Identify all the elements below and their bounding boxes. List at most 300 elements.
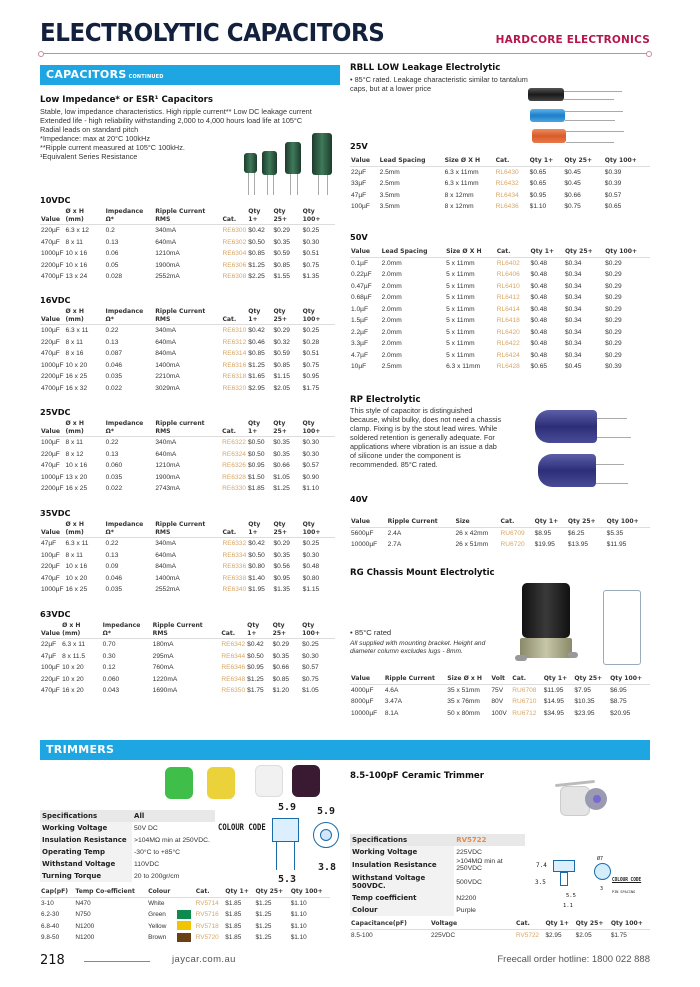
cell-cat[interactable]: RE6310 bbox=[222, 327, 247, 334]
table-row bbox=[40, 360, 335, 372]
cell-qty100: $5.35 bbox=[606, 529, 624, 537]
cell-size: 16 x 25 bbox=[65, 485, 88, 492]
table-row bbox=[40, 325, 335, 337]
col-voltage: Voltage bbox=[430, 920, 515, 929]
spec-key: Operating Temp bbox=[40, 846, 132, 858]
cell-qty100: $0.30 bbox=[302, 439, 320, 446]
cell-lead-spacing: 2.0mm bbox=[381, 271, 402, 278]
cell-cat[interactable]: RE6344 bbox=[221, 652, 246, 660]
col-impedance: Impedance Ω* bbox=[105, 521, 155, 538]
cell-ripple: 340mA bbox=[155, 327, 177, 334]
col-qty1: Qty 1+ bbox=[534, 518, 567, 527]
cell-value: 2200µF bbox=[41, 485, 64, 492]
cell-size: 13 x 24 bbox=[65, 273, 88, 280]
col-qty100: Qty 100+ bbox=[604, 248, 650, 257]
table-row bbox=[350, 527, 650, 539]
cell-volt: 80V bbox=[491, 698, 504, 705]
cell-qty25: $0.35 bbox=[273, 551, 290, 559]
cell-colour: Green bbox=[148, 911, 166, 918]
cell-impedance: 0.22 bbox=[105, 439, 119, 446]
colour-code-label: COLOUR CODE bbox=[218, 823, 266, 833]
cell-qty100: $0.29 bbox=[605, 328, 622, 336]
cell-qty1: $19.95 bbox=[534, 541, 555, 548]
table-rp-40v bbox=[350, 518, 650, 551]
dim-bottom-label: 5.3 bbox=[278, 874, 297, 885]
table-row bbox=[40, 932, 330, 944]
table-row bbox=[40, 248, 335, 260]
cell-cat[interactable]: RV5714 bbox=[195, 899, 219, 907]
cell-size: 10 x 16 bbox=[65, 462, 88, 469]
cell-cat[interactable]: RE6324 bbox=[222, 450, 246, 458]
cell-size: 10 x 16 bbox=[65, 563, 88, 570]
cell-qty25: $0.59 bbox=[273, 250, 290, 257]
col-cat: Cat. bbox=[221, 308, 247, 325]
cell-qty100: $20.95 bbox=[610, 709, 631, 717]
cell-value: 47µF bbox=[351, 191, 367, 199]
trimmer-table-block bbox=[40, 888, 330, 944]
cell-value: 0.1µF bbox=[351, 259, 368, 267]
col-qty1: Qty 1+ bbox=[530, 248, 564, 257]
col-ripple: Ripple Current RMS bbox=[154, 208, 221, 225]
table-header-row bbox=[350, 675, 650, 684]
cell-qty25: $0.29 bbox=[272, 641, 290, 648]
cell-size: 5 x 11mm bbox=[446, 305, 475, 313]
cell-cat[interactable]: RE6322 bbox=[222, 439, 246, 446]
col-qty25: Qty 25+ bbox=[573, 675, 609, 684]
col-cat: Cat. bbox=[500, 518, 534, 527]
rbll-title: RBLL LOW Leakage Electrolytic bbox=[350, 63, 501, 73]
cell-lead-spacing: 2.0mm bbox=[381, 328, 402, 336]
section-bar-title: CAPACITORS bbox=[46, 68, 127, 81]
cell-ripple: 640mA bbox=[155, 238, 177, 246]
cell-ripple: 1400mA bbox=[155, 361, 180, 369]
cell-qty100: $0.65 bbox=[604, 203, 622, 210]
cell-qty25: $0.85 bbox=[273, 261, 290, 269]
cell-value: 100µF bbox=[41, 439, 60, 446]
cell-value: 100µF bbox=[41, 327, 60, 334]
table-25vdc bbox=[40, 420, 335, 495]
col-size: Ø x H (mm) bbox=[65, 420, 105, 437]
col-cat: Cat. bbox=[195, 888, 225, 897]
cell-qty100: $0.25 bbox=[302, 327, 320, 334]
col-qty100: Qty 100+ bbox=[604, 157, 650, 166]
col-qty1: Qty 1+ bbox=[247, 208, 272, 225]
cell-qty25: $0.45 bbox=[564, 168, 581, 176]
section-bar-trimmers bbox=[40, 740, 650, 760]
table-header-row bbox=[350, 157, 650, 166]
table-header-row bbox=[40, 308, 335, 325]
cell-qty100: $1.75 bbox=[302, 384, 320, 392]
cell-qty1: $0.48 bbox=[530, 317, 548, 324]
cell-size: 8 x 16 bbox=[65, 350, 84, 357]
cell-qty1: $1.65 bbox=[248, 373, 265, 380]
cell-cat[interactable]: RV5720 bbox=[195, 934, 219, 941]
spec-value: 500VDC bbox=[456, 878, 482, 886]
cell-qty1: $8.95 bbox=[534, 529, 552, 537]
cell-qty1: $1.25 bbox=[248, 261, 265, 269]
cell-qty100: $0.39 bbox=[604, 168, 622, 176]
cell-cat[interactable]: RE6302 bbox=[222, 238, 247, 246]
dim-h2-label: 3.5 bbox=[535, 879, 546, 886]
col-qty25: Qty 25+ bbox=[272, 420, 301, 437]
page-title: ELECTROLYTIC CAPACITORS bbox=[40, 18, 385, 47]
cell-cat[interactable]: RL6412 bbox=[496, 294, 520, 301]
spec-key: Withstand Voltage 500VDC. bbox=[350, 872, 454, 892]
spec-value: N2200 bbox=[456, 894, 477, 902]
cell-qty25: $0.29 bbox=[273, 227, 290, 234]
cell-lead-spacing: 2.0mm bbox=[381, 317, 402, 324]
cell-cat[interactable]: RV5716 bbox=[195, 911, 219, 918]
cell-cat[interactable]: RE6338 bbox=[222, 574, 247, 582]
spec-key: Temp coefficient bbox=[350, 892, 454, 904]
cell-size: 35 x 76mm bbox=[447, 698, 480, 705]
col-size: Ø x H (mm) bbox=[65, 208, 105, 225]
cell-cat[interactable]: RE6340 bbox=[222, 586, 247, 593]
col-temp-coefficient: Temp Co-efficient bbox=[74, 888, 147, 897]
cell-ripple: 180mA bbox=[152, 641, 174, 648]
section-bar-capacitors bbox=[40, 65, 340, 85]
cell-value: 2200µF bbox=[41, 373, 64, 380]
cell-impedance: 0.2 bbox=[105, 227, 115, 234]
col-qty100: Qty 100+ bbox=[302, 208, 335, 225]
table-row bbox=[40, 584, 335, 596]
cell-cat[interactable]: RE6314 bbox=[222, 350, 247, 357]
spec-value: 20 to 200gr/cm bbox=[134, 872, 180, 880]
cell-capacitance: 8.5-100 bbox=[351, 931, 373, 939]
cell-cat[interactable]: RE6336 bbox=[222, 563, 247, 570]
cell-ripple: 340mA bbox=[155, 439, 177, 446]
col-qty25: Qty 25+ bbox=[272, 622, 302, 639]
cell-value: 220µF bbox=[41, 563, 60, 570]
spec-row bbox=[40, 822, 215, 834]
cell-impedance: 0.060 bbox=[102, 675, 120, 683]
cell-cat[interactable]: RE6350 bbox=[221, 687, 246, 694]
cell-qty1: $0.50 bbox=[248, 238, 265, 246]
cell-impedance: 0.035 bbox=[105, 373, 123, 380]
cell-qty25: $1.25 bbox=[273, 485, 290, 492]
hotline-text: Freecall order hotline: 1800 022 888 bbox=[497, 954, 650, 965]
col-value: Value bbox=[350, 675, 384, 684]
trimmer-table bbox=[40, 888, 330, 944]
cell-ripple: 8.1A bbox=[384, 709, 399, 717]
spec-key: Turning Torque bbox=[40, 870, 132, 882]
cell-cat[interactable]: RU6708 bbox=[512, 686, 537, 694]
cell-size: 5 x 11mm bbox=[446, 294, 475, 301]
ceramic-trimmer-intro bbox=[350, 771, 484, 781]
cell-qty25: $0.66 bbox=[273, 462, 290, 469]
cell-cat[interactable]: RL6436 bbox=[495, 203, 519, 210]
cell-impedance: 0.09 bbox=[105, 563, 119, 570]
cell-cat[interactable]: RL6428 bbox=[496, 363, 520, 370]
cell-qty100: $0.48 bbox=[302, 563, 320, 570]
cell-ripple: 640mA bbox=[155, 551, 177, 559]
cell-cat[interactable]: RE6328 bbox=[222, 473, 246, 481]
cell-qty100: $0.29 bbox=[605, 282, 622, 290]
cell-cat[interactable]: RL6410 bbox=[496, 282, 520, 290]
table-row bbox=[40, 437, 335, 449]
cell-value: 470µF bbox=[41, 574, 60, 582]
cell-cat[interactable]: RE6342 bbox=[221, 641, 246, 648]
cell-qty1: $1.95 bbox=[248, 586, 265, 593]
cell-size: 6.3 x 12 bbox=[65, 227, 89, 234]
spec-row bbox=[40, 858, 215, 870]
cell-impedance: 0.22 bbox=[105, 327, 119, 334]
cell-qty1: $2.95 bbox=[545, 931, 562, 939]
table-row bbox=[40, 685, 335, 697]
table-row bbox=[350, 292, 650, 304]
cell-size: 8 x 11 bbox=[65, 238, 83, 246]
cell-value: 0.68µF bbox=[351, 294, 372, 301]
trimmer-specs-block bbox=[40, 810, 215, 882]
cell-value: 220µF bbox=[41, 675, 60, 683]
spec-row bbox=[350, 846, 525, 858]
cell-value: 220µF bbox=[41, 227, 60, 234]
col-cat: Cat. bbox=[220, 622, 246, 639]
table-header-row bbox=[40, 420, 335, 437]
col-qty100: Qty 100+ bbox=[610, 920, 650, 929]
cell-qty25: $0.34 bbox=[564, 294, 582, 301]
spec-row bbox=[40, 810, 215, 822]
cell-value: 4700µF bbox=[41, 273, 64, 280]
cell-qty100: $0.51 bbox=[302, 250, 320, 257]
cell-qty1: $1.25 bbox=[248, 361, 265, 369]
cell-size: 26 x 42mm bbox=[455, 529, 489, 537]
spec-key: Specifications bbox=[40, 810, 132, 822]
ceramic-table-block bbox=[350, 920, 650, 941]
table-row bbox=[40, 225, 335, 237]
cell-size: 8 x 11 bbox=[65, 551, 83, 559]
dim-side-label: 5.9 bbox=[317, 806, 336, 817]
cell-value: 4700µF bbox=[41, 384, 64, 392]
table-10vdc-block bbox=[40, 195, 335, 283]
cell-cat[interactable]: RV5722 bbox=[516, 931, 539, 939]
cell-cat[interactable]: RU6712 bbox=[512, 709, 537, 717]
cell-size: 16 x 20 bbox=[62, 687, 84, 694]
rg-note: All supplied with mounting bracket. Height and diameter column excludes lugs - 8mm. bbox=[350, 640, 486, 655]
table-header-row bbox=[40, 208, 335, 225]
cell-qty100: $0.29 bbox=[605, 351, 622, 359]
cell-ripple: 640mA bbox=[155, 338, 177, 346]
cell-cat[interactable]: RL6424 bbox=[496, 351, 520, 359]
cell-qty1: $1.25 bbox=[247, 675, 264, 683]
cell-ripple: 840mA bbox=[155, 350, 177, 357]
voltage-heading: 10VDC bbox=[40, 195, 71, 205]
cell-qty1: $0.42 bbox=[248, 327, 265, 334]
cell-cat[interactable]: RU6709 bbox=[500, 529, 525, 537]
cell-qty100: $0.80 bbox=[302, 574, 320, 582]
table-row bbox=[40, 460, 335, 472]
rp-40v-block bbox=[350, 494, 650, 551]
cell-qty25: $13.95 bbox=[567, 541, 589, 548]
table-row bbox=[350, 696, 650, 708]
cell-cat[interactable]: RL6420 bbox=[496, 328, 520, 336]
website-link[interactable]: jaycar.com.au bbox=[172, 954, 236, 965]
cell-lead-spacing: 2.0mm bbox=[381, 259, 402, 267]
cell-impedance: 0.022 bbox=[105, 384, 123, 392]
cell-impedance: 0.035 bbox=[105, 473, 123, 481]
cell-cat[interactable]: RE6326 bbox=[222, 462, 246, 469]
cell-qty25: $0.35 bbox=[273, 439, 290, 446]
cell-cat[interactable]: RU6720 bbox=[500, 541, 525, 548]
cell-qty100: $0.75 bbox=[302, 675, 319, 683]
cell-qty1: $0.48 bbox=[530, 305, 548, 313]
spec-key: Colour bbox=[350, 904, 454, 916]
rp-desc: This style of capacitor is distinguished because, whilst bulky, does not need a chassis clamp. Fixing is by the stout lead wires. While soldered retention is generally adequate. For applications where vibration is an issue a dab of silicone under the component is recommended. 85°C rated. bbox=[350, 406, 502, 469]
cell-lead-spacing: 2.0mm bbox=[381, 305, 402, 313]
cell-lead-spacing: 2.5mm bbox=[379, 168, 400, 176]
col-size: Size Ø X H bbox=[445, 248, 496, 257]
table-header-row bbox=[40, 888, 330, 897]
cell-cat[interactable]: RE6316 bbox=[222, 361, 247, 369]
cell-qty100: $1.10 bbox=[290, 899, 307, 907]
cell-size: 10 x 20 bbox=[65, 361, 88, 369]
cell-qty1: $0.42 bbox=[247, 641, 264, 648]
cell-qty100: $1.15 bbox=[302, 586, 320, 593]
spec-value: 50V DC bbox=[134, 824, 158, 832]
cell-qty25: $1.55 bbox=[273, 273, 290, 280]
dim-w1-label: 5.5 bbox=[566, 893, 576, 899]
cell-colour: White bbox=[148, 899, 165, 907]
cell-cat[interactable]: RL6406 bbox=[496, 271, 520, 278]
cell-cat[interactable]: RL6414 bbox=[496, 305, 520, 313]
spec-value: >104MΩ min at 250VDC bbox=[456, 858, 503, 872]
cell-qty100: $0.29 bbox=[605, 294, 622, 301]
cell-qty100: $0.30 bbox=[302, 652, 319, 660]
dim-dia-label: Ø7 bbox=[597, 856, 604, 862]
cell-ripple: 340mA bbox=[155, 540, 177, 547]
cell-cat[interactable]: RV5718 bbox=[195, 922, 219, 930]
col-size: Size bbox=[454, 518, 499, 527]
table-row bbox=[350, 178, 650, 190]
table-row bbox=[40, 561, 335, 573]
cell-cat[interactable]: RL6422 bbox=[496, 340, 520, 347]
table-row bbox=[40, 573, 335, 585]
col-impedance: Impedance Ω* bbox=[105, 308, 155, 325]
cell-cat[interactable]: RE6346 bbox=[221, 664, 246, 671]
cell-cat[interactable]: RE6318 bbox=[222, 373, 247, 380]
cell-qty1: $1.85 bbox=[225, 934, 242, 941]
cell-lead-spacing: 3.5mm bbox=[379, 191, 400, 199]
col-swatch bbox=[176, 888, 195, 897]
cell-impedance: 0.05 bbox=[105, 261, 119, 269]
dim-w2-label: 1.1 bbox=[563, 903, 573, 909]
cell-qty1: $1.50 bbox=[247, 473, 265, 481]
cell-cat[interactable]: RE6308 bbox=[222, 273, 247, 280]
table-row bbox=[350, 304, 650, 316]
rbll-25v-block bbox=[350, 141, 650, 213]
cell-value: 220µF bbox=[41, 338, 60, 346]
cell-qty1: $1.40 bbox=[248, 574, 265, 582]
cell-value: 470µF bbox=[41, 238, 60, 246]
cell-cat[interactable]: RE6320 bbox=[222, 384, 247, 392]
cell-impedance: 0.022 bbox=[105, 485, 123, 492]
rg-title: RG Chassis Mount Electrolytic bbox=[350, 568, 495, 578]
cell-qty1: $0.95 bbox=[247, 664, 264, 671]
cell-cat[interactable]: RL6434 bbox=[495, 191, 519, 199]
cell-ripple: 3.47A bbox=[384, 698, 403, 705]
rg-intro bbox=[350, 568, 510, 578]
cell-size: 6.3 x 11 bbox=[62, 641, 86, 648]
cell-qty25: $0.56 bbox=[273, 563, 290, 570]
cell-ripple: 1210mA bbox=[155, 462, 180, 469]
pin-spacing-label: PIN SPACING bbox=[612, 890, 636, 894]
cell-size: 5 x 11mm bbox=[446, 259, 475, 267]
col-value: Value bbox=[350, 248, 381, 257]
cell-cat[interactable]: RL6418 bbox=[496, 317, 520, 324]
cell-size: 16 x 32 bbox=[65, 384, 88, 392]
col-qty1: Qty 1+ bbox=[247, 308, 272, 325]
table-25vdc-block bbox=[40, 407, 335, 495]
cell-ripple: 295mA bbox=[152, 652, 174, 660]
cell-cat[interactable]: RL6430 bbox=[495, 168, 519, 176]
spec-value: 110VDC bbox=[134, 860, 160, 868]
col-qty1: Qty 1+ bbox=[545, 920, 575, 929]
cell-size: 6.3 x 11 bbox=[65, 540, 89, 547]
cell-lead-spacing: 2.5mm bbox=[379, 180, 400, 187]
cell-value: 470µF bbox=[41, 687, 60, 694]
table-row bbox=[40, 371, 335, 383]
col-cat: Cat. bbox=[495, 157, 529, 166]
cell-impedance: 0.087 bbox=[105, 350, 123, 357]
col-ripple: Ripple Current bbox=[384, 675, 446, 684]
cell-cat[interactable]: RE6330 bbox=[222, 485, 246, 492]
cell-lead-spacing: 2.0mm bbox=[381, 294, 402, 301]
cell-cat[interactable]: RE6300 bbox=[222, 227, 247, 234]
cell-ripple: 1900mA bbox=[155, 473, 180, 481]
colour-swatch-white bbox=[177, 898, 191, 907]
col-qty1: Qty 1+ bbox=[224, 888, 254, 897]
cell-cat[interactable]: RE6334 bbox=[222, 551, 247, 559]
cell-cat[interactable]: RE6304 bbox=[222, 250, 247, 257]
spec-value[interactable]: RV5722 bbox=[454, 834, 525, 846]
table-row bbox=[40, 337, 335, 349]
cell-qty100: $0.57 bbox=[604, 191, 622, 199]
cell-impedance: 0.06 bbox=[105, 250, 119, 257]
cell-size: 10 x 16 bbox=[65, 261, 88, 269]
table-row bbox=[350, 190, 650, 202]
cell-ripple: 640mA bbox=[155, 450, 177, 458]
low-impedance-desc: Stable, low impedance characteristics. High ripple current** Low DC leakage current Extended life - high reliability withstanding 2,000 to 4,000 hours load life at 105°C bbox=[40, 107, 312, 125]
col-qty1: Qty 1+ bbox=[247, 521, 272, 538]
header-divider bbox=[40, 53, 650, 54]
cell-cap: 6.8-40 bbox=[41, 922, 60, 930]
cell-size: 26 x 51mm bbox=[455, 541, 489, 548]
cell-cat[interactable]: RL6402 bbox=[496, 259, 520, 267]
cell-qty1: $0.48 bbox=[530, 340, 548, 347]
cell-qty1: $0.95 bbox=[529, 191, 547, 199]
cell-cat[interactable]: RE6348 bbox=[221, 675, 246, 683]
cell-cat[interactable]: RE6332 bbox=[222, 540, 247, 547]
cell-value: 22µF bbox=[351, 168, 367, 176]
cell-cat[interactable]: RE6306 bbox=[222, 261, 247, 269]
spec-key: Working Voltage bbox=[40, 822, 132, 834]
cell-qty1: $1.85 bbox=[225, 922, 242, 930]
cell-cat[interactable]: RL6432 bbox=[495, 180, 519, 187]
cell-ripple: 1220mA bbox=[152, 675, 178, 683]
cell-value: 1000µF bbox=[41, 250, 64, 257]
cell-size: 8 x 11 bbox=[65, 439, 83, 446]
cell-ripple: 2.4A bbox=[387, 529, 402, 537]
table-row bbox=[350, 281, 650, 293]
cell-cat[interactable]: RE6312 bbox=[222, 338, 247, 346]
col-lead-spacing: Lead Spacing bbox=[379, 157, 444, 166]
cell-impedance: 0.13 bbox=[105, 238, 119, 246]
cell-cat[interactable]: RU6710 bbox=[512, 698, 537, 705]
cell-lead-spacing: 2.5mm bbox=[381, 363, 402, 370]
col-qty25: Qty 25+ bbox=[272, 308, 301, 325]
table-16vdc-block bbox=[40, 295, 335, 394]
rbll-50v-block bbox=[350, 232, 650, 373]
